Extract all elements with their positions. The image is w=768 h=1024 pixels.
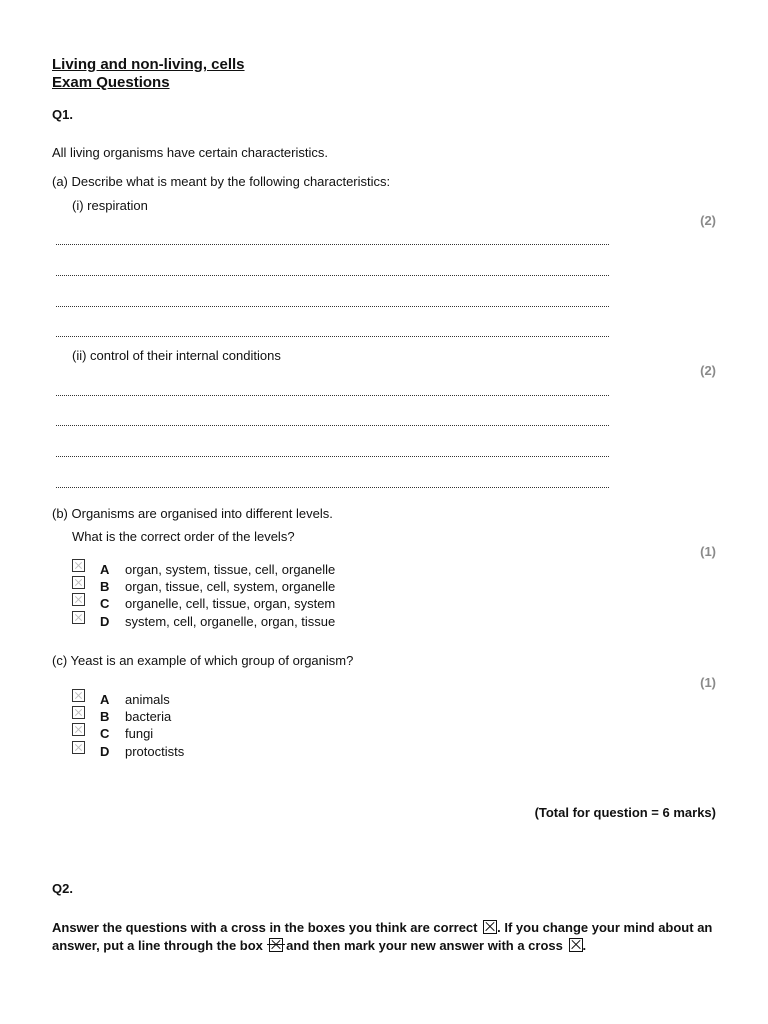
answer-checkbox[interactable]: [72, 741, 85, 754]
question-total: (Total for question = 6 marks): [534, 805, 716, 820]
answer-checkbox[interactable]: [72, 576, 85, 589]
document-subtitle: Exam Questions: [52, 74, 170, 91]
part-c-prompt: (c) Yeast is an example of which group of organism?: [52, 653, 354, 668]
answer-checkbox[interactable]: [72, 706, 85, 719]
part-a-ii-marks: (2): [700, 363, 716, 378]
option-text: system, cell, organelle, organ, tissue: [125, 614, 336, 629]
part-c-marks: (1): [700, 675, 716, 690]
answer-line[interactable]: [56, 395, 609, 396]
part-a-i-label: (i) respiration: [72, 198, 148, 213]
part-a-i-marks: (2): [700, 213, 716, 228]
question-label-q2: Q2.: [52, 881, 73, 896]
answer-line[interactable]: [56, 425, 609, 426]
answer-line[interactable]: [56, 336, 609, 337]
option-text: animals: [125, 692, 170, 707]
option-letter: B: [100, 579, 110, 594]
answer-checkbox[interactable]: [72, 611, 85, 624]
part-a-prompt: (a) Describe what is meant by the following characteristics:: [52, 174, 391, 189]
answer-checkbox[interactable]: [72, 689, 85, 702]
option-letter: D: [100, 744, 110, 759]
q1-intro: All living organisms have certain characteristics.: [52, 145, 328, 160]
answer-line[interactable]: [56, 306, 609, 307]
part-b-prompt: (b) Organisms are organised into different levels.: [52, 506, 333, 521]
option-text: organ, system, tissue, cell, organelle: [125, 562, 336, 577]
question-label-q1: Q1.: [52, 107, 73, 122]
instruction-text: .: [582, 938, 587, 953]
option-text: organ, tissue, cell, system, organelle: [125, 579, 336, 594]
answer-line[interactable]: [56, 275, 609, 276]
document-title: Living and non-living, cells: [52, 56, 245, 73]
instruction-text: . If you change your mind about an answer, put a line through the box: [52, 920, 713, 953]
instruction-text: and then mark your new answer with a cross: [286, 938, 563, 953]
option-letter: A: [100, 562, 110, 577]
option-text: fungi: [125, 726, 154, 741]
answer-line[interactable]: [56, 487, 609, 488]
part-b-question: What is the correct order of the levels?: [72, 529, 295, 544]
instruction-text: Answer the questions with a cross in the boxes you think are correct: [52, 920, 478, 935]
option-letter: D: [100, 614, 110, 629]
option-letter: B: [100, 709, 110, 724]
answer-line[interactable]: [56, 244, 609, 245]
option-letter: C: [100, 726, 110, 741]
option-letter: A: [100, 692, 110, 707]
option-text: protoctists: [125, 744, 185, 759]
part-a-ii-label: (ii) control of their internal conditions: [72, 348, 281, 363]
option-text: bacteria: [125, 709, 172, 724]
q2-instructions: [52, 919, 722, 955]
answer-line[interactable]: [56, 456, 609, 457]
option-letter: C: [100, 596, 110, 611]
crossed-box-icon: [569, 938, 583, 952]
answer-checkbox[interactable]: [72, 559, 85, 572]
answer-checkbox[interactable]: [72, 723, 85, 736]
answer-checkbox[interactable]: [72, 593, 85, 606]
option-text: organelle, cell, tissue, organ, system: [125, 596, 336, 611]
crossed-box-icon: [483, 920, 497, 934]
part-b-marks: (1): [700, 544, 716, 559]
struck-crossed-box-icon: [269, 938, 283, 952]
